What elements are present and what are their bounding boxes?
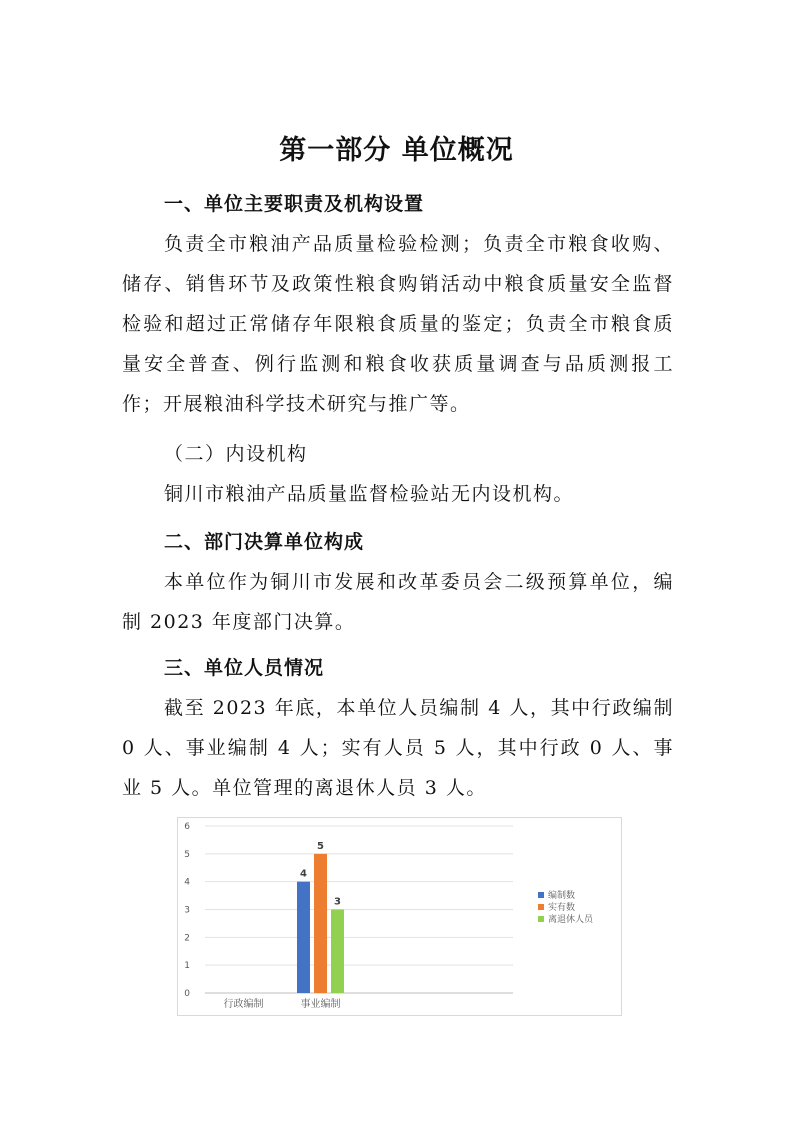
legend-label: 实有数 xyxy=(548,903,576,913)
section-heading-duties: 一、单位主要职责及机构设置 xyxy=(164,193,425,215)
y-tick-label: 3 xyxy=(184,905,190,916)
section-heading-staff: 三、单位人员情况 xyxy=(164,657,325,679)
data-label: 3 xyxy=(334,896,341,908)
y-tick-label: 2 xyxy=(184,933,190,944)
page-title: 第一部分 单位概况 xyxy=(279,135,514,166)
y-tick-label: 5 xyxy=(184,849,190,860)
x-category-label: 行政编制 xyxy=(223,999,264,1010)
chart-canvas xyxy=(178,818,621,1015)
y-tick-label: 6 xyxy=(184,822,190,832)
data-label: 4 xyxy=(300,868,307,880)
y-tick-label: 4 xyxy=(184,877,190,888)
section-heading-composition: 二、部门决算单位构成 xyxy=(164,531,365,553)
legend-swatch xyxy=(538,916,544,922)
legend-label: 编制数 xyxy=(548,891,576,901)
internal-org-paragraph: 铜川市粮油产品质量监督检验站无内设机构。 xyxy=(164,483,575,505)
bar-1 xyxy=(297,882,310,993)
legend-swatch xyxy=(538,904,544,910)
internal-org-heading: （二）内设机构 xyxy=(164,443,308,465)
y-tick-label: 0 xyxy=(184,989,190,999)
data-label: 5 xyxy=(317,840,324,852)
staff-bar-chart xyxy=(177,817,622,1016)
legend-label: 离退休人员 xyxy=(548,915,594,925)
bar-2 xyxy=(314,854,327,993)
y-tick-label: 1 xyxy=(184,961,190,972)
x-category-label: 事业编制 xyxy=(300,999,341,1010)
legend-swatch xyxy=(538,892,544,898)
bar-3 xyxy=(331,910,344,994)
duties-paragraph: 负责全市粮油产品质量检验检测；负责全市粮食收购、储存、销售环节及政策性粮食购销活动中粮食质量安全监督检验和超过正常储存年限粮食质量的鉴定；负责全市粮食质量安全普查、例行监测和粮食收获质量调查与品质测报工作；开展粮油科学技术研究与推广等。 xyxy=(122,233,674,415)
staff-paragraph: 截至 2023 年底，本单位人员编制 4 人，其中行政编制 0 人、事业编制 4 人；实有人员 5 人，其中行政 0 人、事业 5 人。单位管理的离退休人员 3 人。 xyxy=(122,697,674,799)
composition-paragraph: 本单位作为铜川市发展和改革委员会二级预算单位，编制 2023 年度部门决算。 xyxy=(122,571,674,633)
